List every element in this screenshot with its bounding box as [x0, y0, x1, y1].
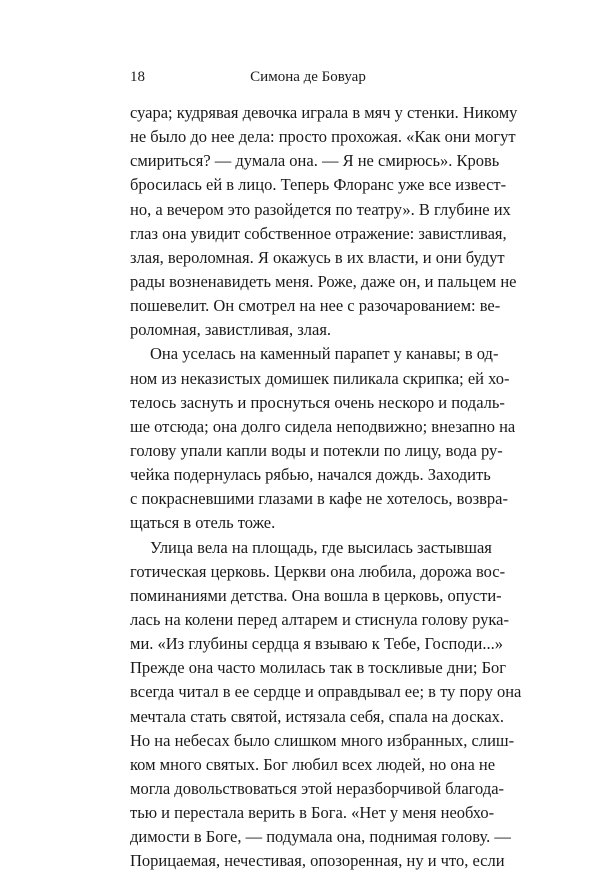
text-line: с покрасневшими глазами в кафе не хотелось, возвра-: [130, 489, 508, 509]
text-line: мечтала стать святой, истязала себя, спала на досках.: [130, 706, 505, 726]
text-line: ком много святых. Бог любил всех людей, но она не: [130, 754, 496, 774]
body-text: [130, 101, 522, 874]
text-line: чейка подернулась рябью, начался дождь. Заходить: [130, 465, 491, 485]
text-line: Порицаемая, нечестивая, опозоренная, ну и что, если: [130, 851, 505, 871]
text-line: Но на небесах было слишком много избранных, слиш-: [130, 730, 515, 750]
text-line: поминаниями детства. Она вошла в церковь, опусти-: [130, 585, 502, 605]
text-line: готическая церковь. Церкви она любила, дорожа вос-: [130, 561, 506, 581]
text-line: тью и перестала верить в Бога. «Нет у меня необхо-: [130, 803, 495, 823]
text-line: рады возненавидеть меня. Роже, даже он, и пальцем не: [130, 271, 517, 291]
text-line: могла довольствоваться этой неразборчивой благода-: [130, 778, 505, 798]
text-line: глаз она увидит собственное отражение: завистливая,: [130, 223, 507, 243]
text-line: суара; кудрявая девочка играла в мяч у стенки. Никому: [130, 103, 518, 122]
text-line: ми. «Из глубины сердца я взываю к Тебе, Господи...»: [130, 634, 503, 654]
text-line: роломная, завистливая, злая.: [130, 320, 332, 340]
paragraph-3: [130, 536, 522, 874]
text-line: телось заснуть и проснуться очень нескоро и подаль-: [130, 392, 505, 412]
text-line: лась на колени перед алтарем и стиснула голову рука-: [130, 609, 509, 629]
text-line: пошевелит. Он смотрел на нее с разочарованием: ве-: [130, 296, 501, 316]
page-number: 18: [130, 69, 145, 85]
running-title: Симона де Бовуар: [250, 69, 366, 85]
text-line: смириться? — думала она. — Я не смирюсь». Кровь: [130, 151, 500, 171]
text-line: димости в Боге, — подумала она, поднимая голову. —: [130, 827, 511, 847]
text-line: ном из неказистых домишек пиликала скрипка; ей хо-: [130, 368, 510, 388]
paragraph-2: [130, 342, 516, 535]
text-line: злая, вероломная. Я окажусь в их власти, и они будут: [130, 247, 505, 267]
text-line: голову упали капли воды и потекли по лицу, вода ру-: [130, 440, 503, 460]
text-line: не было до нее дела: просто прохожая. «Как они могут: [130, 127, 516, 147]
text-line: Прежде она часто молилась так в тоскливые дни; Бог: [130, 658, 507, 678]
text-line: бросилась ей в лицо. Теперь Флоранс уже все извест-: [130, 175, 507, 195]
text-line: Она уселась на каменный парапет у канавы; в од-: [150, 344, 499, 364]
text-line: щаться в отель тоже.: [130, 513, 276, 533]
paragraph-1: [130, 101, 518, 342]
text-line: всегда читал в ее сердце и оправдывал ее; в ту пору она: [130, 682, 522, 702]
page-header: [130, 66, 486, 88]
text-line: Улица вела на площадь, где высилась застывшая: [150, 537, 492, 557]
text-line: но, а вечером это разойдется по театру». В глубине их: [130, 199, 511, 219]
text-line: ше отсюда; она долго сидела неподвижно; внезапно на: [130, 416, 516, 436]
